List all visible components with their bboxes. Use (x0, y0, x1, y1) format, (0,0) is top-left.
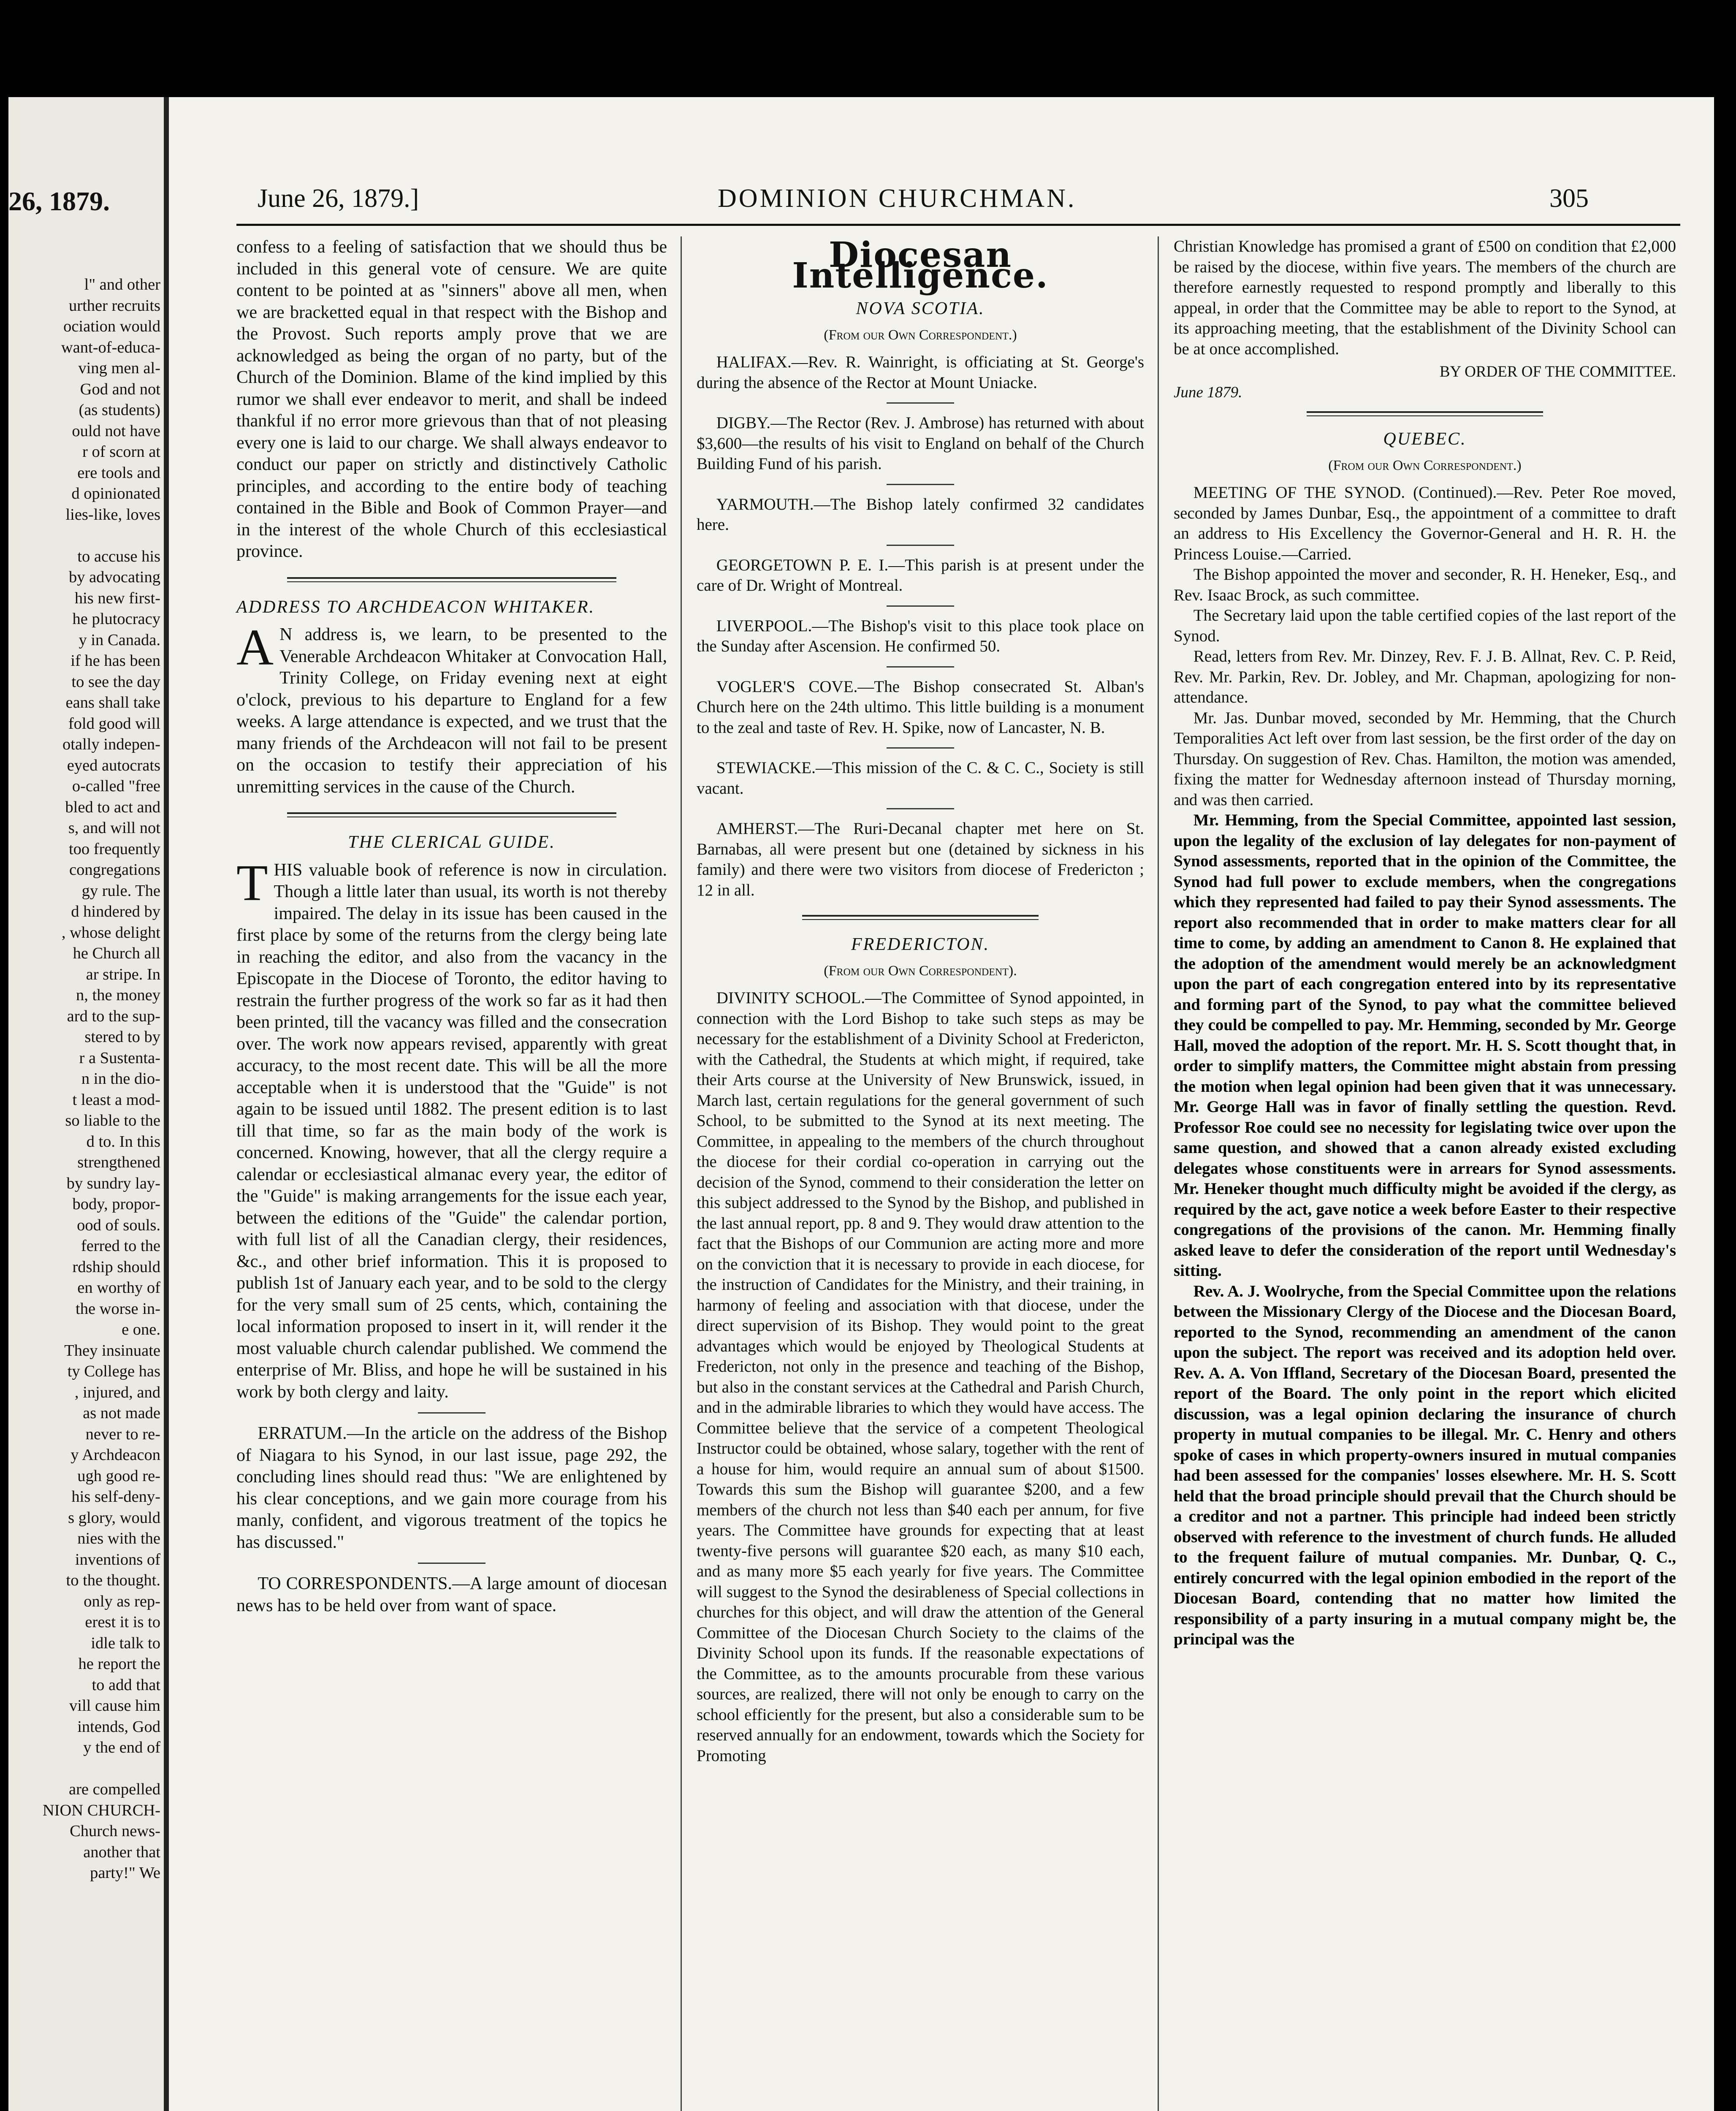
diocese-heading: QUEBEC. (1383, 429, 1467, 449)
diocese-heading: FREDERICTON. (851, 935, 990, 954)
facing-page-line: s, and will not (68, 819, 160, 837)
news-item: The Bishop appointed the mover and seconder, R. H. Heneker, Esq., and Rev. Isaac Brock, as such committee. (1174, 565, 1676, 604)
facing-page-line: too frequently (68, 840, 160, 858)
short-rule (887, 747, 954, 749)
short-rule (418, 1412, 486, 1414)
short-rule (418, 1563, 486, 1564)
facing-page-line: They insinuate (64, 1341, 160, 1359)
facing-page-line: ood of souls. (77, 1216, 160, 1234)
facing-page-line: he plutocracy (72, 610, 160, 628)
facing-page-line: God and not (80, 380, 160, 398)
news-item: YARMOUTH.—The Bishop lately confirmed 32 candidates here. (697, 495, 1144, 534)
facing-page-line: lies-like, loves (65, 505, 160, 524)
news-continuation: Christian Knowledge has promised a grant of £500 on condition that £2,000 be raised by the diocese, within five years. The members of the church are therefore earnestly requested to respond promptly and liberally to this appeal, in order that the Committee may be able to report to the Synod, at its approaching meeting, that the establishment of the Divinity School can be at once accomplished. (1174, 237, 1676, 358)
correspondent-note: (From our Own Correspondent.) (1328, 457, 1522, 473)
facing-page-line: ociation would (63, 317, 160, 335)
facing-page-line (8, 1758, 160, 1780)
news-item: HALIFAX.—Rev. R. Wainright, is officiating at St. George's during the absence of the Rector at Mount Uniacke. (697, 353, 1144, 392)
facing-page-line: vill cause him (69, 1697, 160, 1715)
facing-page-line: to add that (92, 1676, 160, 1694)
news-item: DIVINITY SCHOOL.—The Committee of Synod appointed, in connection with the Lord Bishop to take such steps as may be necessary for the establishment of a Divinity School at Fredericton, with the Cathedral, the Students at which might, if required, take their Arts course at the University of New Brunswick, issued, in March last, certain regulations for the general government of such School, to be submitted to the Synod at its next meeting. The Committee, in appealing to the members of the church throughout the diocese for their cordial co-operation in carrying out the decision of the Synod, commend to their consideration the letter on this subject addressed to the Synod by the Bishop, and published in the last annual report, pp. 8 and 9. They would draw attention to the fact that the Bishops of our Communion are acting more and more on the conviction that it is necessary to provide in each diocese, for the instruction of Candidates for the Ministry, and their training, in harmony of feeling and association with that diocese, under the direct supervision of its Bishop. They would point to the great advantages which would be enjoyed by Theological Students at Fredericton, not only in the presence and teaching of the Bishop, but also in the constant services at the Cathedral and Parish Church, and in the admirable libraries to which they would have access. The Committee believe that the service of a competent Theological Instructor could be obtained, whose salary, together with the rent of a house for him, would require an annual sum of about $1500. Towards this sum the Bishop will guarantee $200, and a few members of the church not less than $40 each per annum, for five years. The Committee have grounds for expecting that at least twenty-five persons will guarantee $20 each, as many $10 each, and as many more $5 each yearly for five years. The Committee will suggest to the Synod the desirableness of Special collections in churches for this object, and will draw the attention of the General Committee of the Diocesan Church Society to the claims of the Divinity School upon its funds. If the reasonable expectations of the Committee, as to the amounts procurable from these various sources, are realized, there will not only be enough to carry on the school efficiently for the present, but also a considerable sum to be reserved annually for an endowment, towards which the Society for Promoting (697, 989, 1144, 1765)
short-rule (887, 402, 954, 404)
editorial-continuation: confess to a feeling of satisfaction that we should thus be included in this general vote of censure. We are quite content to be pointed at as "sinners" above all men, when we are bracketted equal in that respect with the Bishop and the Provost. Such reports amply prove that we are acknowledged as being the organ of no party, but of the Church of the Dominion. Blame of the kind implied by this rumor we shall ever endeavor to merit, and shall be indeed thankful if no error more grievous than that of not pleasing every one is laid to our charge. We shall always endeavor to conduct our paper on strictly and distinctively Catholic principles, and according to the entire body of teaching contained in the Bible and Book of Common Prayer—and in the interest of the whole Church of this ecclesiastical province. (236, 237, 667, 561)
short-rule (887, 666, 954, 667)
facing-page-line: Church news- (70, 1822, 160, 1840)
facing-page-line: y in Canada. (79, 631, 160, 649)
facing-page-line: gy rule. The (81, 882, 160, 900)
facing-page-line: ugh good re- (77, 1467, 160, 1485)
facing-page-line: rdship should (72, 1258, 160, 1276)
news-item: LIVERPOOL.—The Bishop's visit to this place took place on the Sunday after Ascension. He confirmed 50. (697, 616, 1144, 655)
facing-page-line: d hindered by (71, 903, 160, 920)
facing-page-line: ere tools and (77, 464, 160, 482)
facing-page-line: to accuse his (77, 547, 160, 565)
article-text: HIS valuable book of reference is now in circulation. Though a little later than usual, its worth is not thereby impaired. The delay in its issue has been caused in the first place by some of the returns from the clergy being late in reaching the editor, and also from the vacancy in the Episcopate in the Diocese of Toronto, the editor having to restrain the further progress of the work so far as it had then been printed, till the vacancy was filled and the consecration over. The work now appears revised, apparently with great accuracy, to the most recent date. This will be all the more acceptable when it is understood that the "Guide" is not again to be issued until 1882. The present edition is to last till that time, so far as the main body of the work is concerned. Knowing, however, that all the clergy require a calendar or ecclesiastical almanac every year, the editor of the "Guide" is making arrangements for the issue each year, between the editions of the "Guide" the calendar portion, with full list of all the Canadian clergy, their residences, &c., and other brief information. This it is proposed to publish 1st of January each year, and to be sold to the clergy for the very small sum of 25 cents, which, containing the local information proposed to insert in it, will render it the most valuable church calendar published. We commend the enterprise of Mr. Bliss, and hope he will be sustained in his work by both clergy and laity. (236, 860, 667, 1402)
facing-page-line: l" and other (84, 276, 160, 293)
header-rule (236, 224, 1680, 226)
facing-page-line: s glory, would (68, 1509, 160, 1527)
facing-page-line: to see the day (71, 673, 160, 691)
facing-page-line: ty College has (67, 1362, 160, 1380)
diocese-heading: NOVA SCOTIA. (856, 299, 985, 318)
facing-page-fragment (8, 97, 165, 2111)
short-rule (887, 484, 954, 485)
facing-page-line: if he has been (71, 652, 160, 670)
correspondent-note: (From our Own Correspondent.) (824, 327, 1017, 343)
facing-page-line: never to re- (85, 1425, 160, 1443)
news-item: Mr. Hemming, from the Special Committee, appointed last session, upon the legality of the exclusion of lay delegates for non-payment of Synod assessments, reported that in the opinion of the Committee, the Synod had full power to exclude members, when the congregations which they represented had failed to pay their Synod assessments. The report also recommended that in order to make matters clear for all time to come, by adding an amendment to Canon 8. He explained that the adoption of the amendment would merely be an acknowledgment upon the part of each congregation entered into by its representative and forming part of the Synod, to pay what the committee believed they could be compelled to pay. Mr. Hemming, seconded by Mr. George Hall, moved the adoption of the report. Mr. H. S. Scott thought that, in order to simplify matters, the Committee might abstain from pressing the motion when legal opinion had been given that it was unnecessary. Mr. George Hall was in favor of finally settling the question. Revd. Professor Roe could see no necessity for legislating twice over upon the same question, and showed that a canon already existed excluding delegates whose constituents were in arrears for Synod assessments. Mr. Heneker thought much difficulty might be avoided if the clergy, as required by the act, gave notice a week before Easter to their respective congregations of the provisions of the canon. Mr. Hemming finally asked leave to defer the consideration of the report until Wednesday's sitting. (1174, 811, 1676, 1280)
facing-page-line: his new first- (74, 589, 160, 607)
facing-page-line: ar stripe. In (86, 965, 160, 983)
facing-page-line: t least a mod- (72, 1091, 160, 1109)
facing-page-line: want-of-educa- (61, 338, 160, 356)
facing-page-line: NION CHURCH- (42, 1801, 160, 1819)
short-rule (887, 808, 954, 809)
facing-page-line: urther recruits (69, 296, 160, 315)
article-text: N address is, we learn, to be presented to the Venerable Archdeacon Whitaker at Convocation Hall, Trinity College, on Friday evening next at eight o'clock, previous to his departure to England for a few weeks. A large attendance is expected, and we trust that the many friends of the Archdeacon will not fail to be present on the occasion to testify their appreciation of his unremitting services in the cause of the Church. (236, 625, 667, 797)
news-item: DIGBY.—The Rector (Rev. J. Ambrose) has returned with about $3,600—the results of his visit to England on behalf of the Church Building Fund of his parish. (697, 414, 1144, 473)
dateline: June 1879. (1174, 383, 1242, 401)
facing-page-line (8, 525, 160, 546)
facing-page-line: stered to by (84, 1028, 160, 1046)
news-item: AMHERST.—The Ruri-Decanal chapter met here on St. Barnabas, all were present but one (detained by sickness in his family) and there were two visitors from diocese of Fredericton ; 12 in all. (697, 819, 1144, 899)
facing-page-line: ferred to the (81, 1237, 160, 1255)
facing-page-line: his self-deny- (71, 1488, 160, 1506)
signature: BY ORDER OF THE COMMITTEE. (1439, 363, 1676, 380)
column-divider (1158, 236, 1159, 2111)
news-item: MEETING OF THE SYNOD. (Continued).—Rev. Peter Roe moved, seconded by James Dunbar, Esq., the appointment of a committee to draft an address to His Excellency the Governor-General and H. R. H. the Princess Louise.—Carried. (1174, 483, 1676, 563)
facing-page-line: body, propor- (72, 1195, 160, 1213)
facing-page-line: as not made (83, 1404, 160, 1422)
section-title: Diocesan Intelligence. (792, 235, 1049, 296)
facing-page-line: so liable to the (65, 1112, 160, 1129)
section-rule (1307, 411, 1543, 416)
facing-page-line: otally indepen- (62, 735, 160, 753)
page-number: 305 (1549, 184, 1589, 213)
facing-page-line: r a Sustenta- (79, 1049, 160, 1067)
facing-page-line: he Church all (73, 944, 160, 962)
facing-page-line: another that (83, 1843, 160, 1861)
facing-page-line: y the end of (83, 1739, 160, 1756)
facing-page-line: bled to act and (65, 798, 160, 816)
facing-page-header: 26, 1879. (8, 186, 110, 216)
erratum-notice: ERRATUM.—In the article on the address of the Bishop of Niagara to his Synod, in our last issue, page 292, the concluding lines should read thus: "We are enlightened by his clear conceptions, and we gain more courage from his manly, confident, and vigorous treatment of the topics he has discussed." (236, 1424, 667, 1552)
column-3 (1174, 236, 1676, 1650)
facing-page-line: party!" We (90, 1864, 160, 1882)
news-item: Mr. Jas. Dunbar moved, seconded by Mr. Hemming, that the Church Temporalities Act left over from last session, be the first order of the day on Thursday. On suggestion of Rev. Chas. Hamilton, the motion was amended, fixing the matter for Wednesday afternoon instead of Thursday morning, and was then carried. (1174, 708, 1676, 809)
article-body (236, 854, 667, 1403)
facing-page-line: y Archdeacon (71, 1446, 160, 1464)
facing-page-line: he report the (78, 1655, 160, 1673)
drop-cap: T (236, 854, 268, 912)
short-rule (887, 545, 954, 546)
news-item: STEWIACKE.—This mission of the C. & C. C., Society is still vacant. (697, 759, 1144, 798)
article-body (236, 619, 667, 798)
facing-page-line: idle talk to (91, 1634, 160, 1652)
facing-page-line: (as students) (79, 401, 160, 419)
news-item: Rev. A. J. Woolryche, from the Special Committee upon the relations between the Missionary Clergy of the Diocese and the Diocesan Board, reported to the Synod, recommending an amendment of the canon upon the subject. The report was received and its adoption held over. Rev. A. A. Von Iffland, Secretary of the Diocesan Board, presented the report of the Board. The only point in the report which elicited discussion, was a legal opinion declaring the insurance of church property in mutual companies to be illegal. Mr. C. Henry and others spoke of cases in which property-owners insured in mutual companies had been assessed for the companies' losses elsewhere. Mr. H. S. Scott held that the broad principle should prevail that the Church should be a creditor and not a partner. This principle had indeed been strictly observed with reference to the investment of church funds. He alluded to the frequent failure of mutual companies. Mr. Dunbar, Q. C., entirely concurred with the legal opinion embodied in the report of the Diocesan Board, contending that no matter how limited the responsibility of a party insuring in a mutual company might be, the principal was the (1174, 1282, 1676, 1648)
facing-page-line: by advocating (68, 568, 160, 586)
facing-page-line: n in the dio- (81, 1070, 160, 1088)
facing-page-line: eyed autocrats (67, 756, 160, 774)
article-heading: THE CLERICAL GUIDE. (348, 833, 556, 852)
facing-page-line: d to. In this (86, 1132, 160, 1150)
facing-page-line: e one. (122, 1321, 160, 1338)
facing-page-text (8, 274, 160, 1884)
facing-page-line: inventions of (75, 1550, 160, 1568)
section-rule (287, 812, 616, 817)
correspondent-note: (From our Own Correspondent). (824, 963, 1017, 979)
facing-page-line: congregations (69, 861, 160, 879)
facing-page-line: are compelled (69, 1780, 160, 1798)
correspondents-notice: TO CORRESPONDENTS.—A large amount of diocesan news has to be held over from want of space. (236, 1574, 667, 1615)
news-item: The Secretary laid upon the table certified copies of the last report of the Synod. (1174, 606, 1676, 645)
news-item: VOGLER'S COVE.—The Bishop consecrated St. Alban's Church here on the 24th ultimo. This little building is a monument to the zeal and taste of Rev. H. Spike, now of Lancaster, N. B. (697, 677, 1144, 737)
facing-page-line: n, the money (76, 986, 160, 1004)
facing-page-line: the worse in- (76, 1300, 160, 1318)
news-item: GEORGETOWN P. E. I.—This parish is at present under the care of Dr. Wright of Montreal. (697, 556, 1144, 594)
section-rule (287, 577, 616, 582)
facing-page-line: only as rep- (84, 1592, 160, 1610)
facing-page-line: , whose delight (61, 923, 160, 942)
running-head-title: DOMINION CHURCHMAN. (718, 184, 1077, 213)
facing-page-line: to the thought. (66, 1571, 160, 1589)
column-divider (681, 236, 682, 2111)
news-item: Read, letters from Rev. Mr. Dinzey, Rev. F. J. B. Allnat, Rev. C. P. Reid, Rev. Mr. Parkin, Rev. Dr. Jobley, and Mr. Chapman, apologizing for non-attendance. (1174, 647, 1676, 706)
facing-page-line: ard to the sup- (67, 1007, 160, 1025)
facing-page-line: eans shall take (65, 694, 160, 711)
facing-page-line: erest it is to (85, 1613, 160, 1631)
facing-page-line: d opinionated (71, 485, 160, 502)
section-rule (802, 915, 1039, 920)
facing-page-line: ving men al- (78, 359, 160, 377)
column-1 (236, 236, 667, 1617)
facing-page-line: strengthened (77, 1153, 160, 1171)
article-heading: ADDRESS TO ARCHDEACON WHITAKER. (236, 597, 595, 617)
newspaper-page (169, 97, 1714, 2111)
drop-cap: A (236, 619, 274, 676)
running-head-date: June 26, 1879.] (258, 184, 419, 213)
facing-page-line: en worthy of (77, 1279, 160, 1297)
facing-page-line: , injured, and (74, 1383, 160, 1401)
facing-page-line: nies with the (77, 1530, 160, 1547)
facing-page-line: r of scorn at (82, 443, 160, 461)
facing-page-line: by sundry lay- (66, 1174, 160, 1192)
facing-page-line: fold good will (68, 714, 160, 733)
facing-page-line: o-called "free (72, 777, 160, 795)
facing-page-line: intends, God (77, 1718, 160, 1736)
facing-page-line: ould not have (72, 422, 160, 440)
column-2 (697, 236, 1144, 1766)
short-rule (887, 605, 954, 607)
